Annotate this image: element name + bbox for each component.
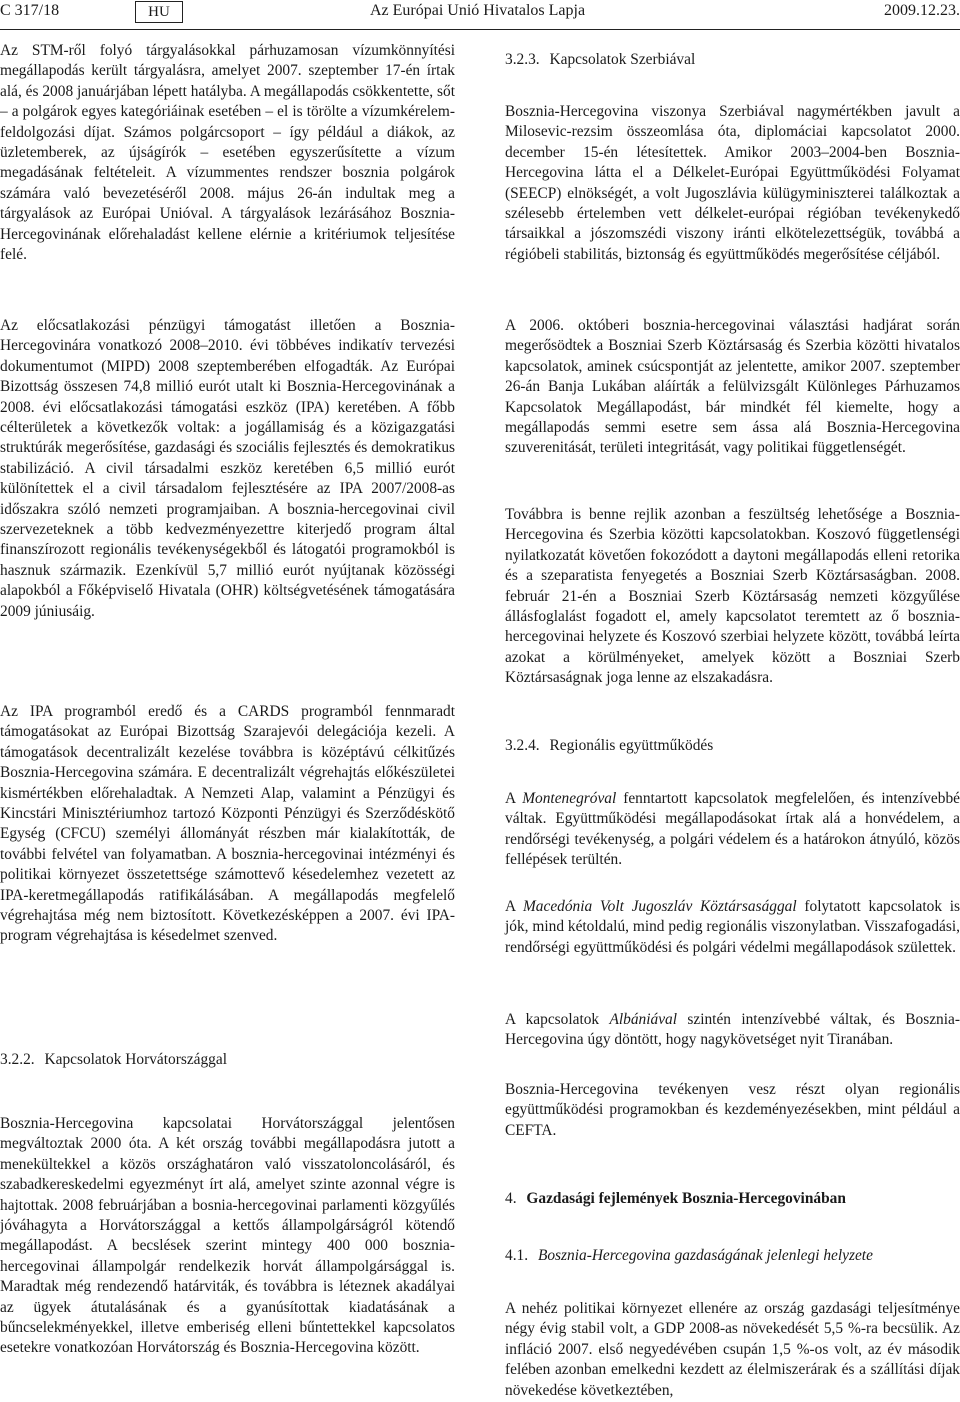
paragraph-ipa-management: Az IPA programból eredő és a CARDS programból fennmaradt támogatásokat az Európai Bizottság Szarajevói delegációja kezeli. A támogatások decentralizált kezelése továbbra is középtávú célkitűzés Bosznia-Hercegovina számára. E decentralizált végrehajtás előkészületei kismértékben előrehaladtak. A Nemzeti Alap, valamint a Pénzügyi és Kincstári Minisztériumhoz tartozó Központi Pénzügyi és Szerződéskötő Egység (CFCU) személyi állományát részben már kialakították, de további felvétel van folyamatban. A bosznia-hercegovinai intézményi és politikai környezet összetettsége számottevő késedelemhez vezetett az IPA-keretmegállapodás ratifikálásában. A megállapodás megfelelő végrehajtása még nem biztosított. Következésképpen a 2007. évi IPA-program végrehajtása is késedelmet szenved. [0, 703, 455, 945]
text-run: fenntartott kapcsolatok megfelelően, és intenzívebbé váltak. Együttműködési megállapodásokat írtak alá a honvédelem, a rendőrségi tevékenység, a polgári védelem és a határokon átnyúló, közös fellépések terültén. [505, 790, 960, 869]
paragraph-macedonia [505, 897, 960, 958]
section-title: Gazdasági fejlemények Bosznia-Hercegovinában [526, 1190, 846, 1207]
paragraph-montenegro [505, 789, 960, 871]
text-run: A [505, 790, 523, 807]
paragraph-serbia-relations: Bosznia-Hercegovina viszonya Szerbiával nagymértékben javult a Milosevic-rezsim összeomlása óta, diplomáciai kapcsolatot 2000. december 15-én létesítettek. Amikor 2003–2004-ben Bosznia-Hercegovina látta el a Délkelet-Európai Együttműködési Folyamat (SEECP) elnökségét, a volt Jugoszlávia külügyminiszterei találkoztak a szélesebb értelemben vett délkelet-európai régióban tevékenykedő társaikkal a jószomszédi viszony iránti elkötelezettségük, továbbá a régióbeli stabilitás, biztonság és együttműködés megerősítése céljából. [505, 103, 960, 263]
section-heading-4 [505, 1189, 846, 1209]
section-number: 3.2.4. [505, 737, 540, 754]
paragraph-pre-accession-funding: Az előcsatlakozási pénzügyi támogatást illetően a Bosznia-Hercegovinára vonatkozó 2008–2010. évi többéves indikatív tervezési dokumentumot (MIPD) 2008 szeptemberében elfogadták. Az Európai Bizottság összesen 74,8 millió eurót utalt ki Bosznia-Hercegovinának a 2008. évi előcsatlakozási támogatási eszköz (IPA) keretében. A főbb célterületek a következők voltak: a jogállamiság és a közigazgatási struktúrák megerősítése, gazdasági és szociális fejlesztés és demokratikus stabilizáció. A civil társadalmi eszköz keretében 6,5 millió eurót különítettek el a civil társadalom fejlesztésére az IPA 2007/2008-as időszakra szóló nemzeti programjaiban. A bosznia-hercegovinai civil szervezeteknek a több kedvezményezettre kiterjedő program által finanszírozott regionális tevékenységekből és látogatói programokból is hasznuk származik. Ezenkívül 5,7 millió eurót nyújtanak közösségi alapokból a Főképviselő Hivatala (OHR) költségvetésének támogatására 2009 júniusáig. [0, 317, 455, 620]
text-run: szintén intenzívebbé váltak, és Bosznia-Hercegovina úgy döntött, hogy nagykövetséget nyit Tiranában. [505, 1011, 960, 1049]
country-name-emphasis: Albániával [609, 1011, 678, 1028]
section-heading-3-2-4 [505, 736, 713, 756]
country-name-emphasis: Macedónia Volt Jugoszláv Köztársasággal [522, 898, 797, 915]
section-title: Kapcsolatok Horvátországgal [44, 1051, 227, 1068]
page-header [0, 0, 960, 30]
section-title: Regionális együttműködés [549, 737, 714, 754]
page-reference: C 317/18 [0, 2, 60, 19]
language-code-box: HU [135, 1, 183, 23]
country-name-emphasis: Montenegróval [522, 790, 617, 807]
section-heading-4-1 [505, 1246, 873, 1266]
paragraph-albania [505, 1010, 960, 1051]
section-number: 4. [505, 1190, 517, 1207]
text-run: A kapcsolatok [505, 1011, 610, 1028]
paragraph-visa-facilitation: Az STM-ről folyó tárgyalásokkal párhuzamosan vízumkönnyítési megállapodás került tárgyalásra, amelyet 2007. szeptember 17-én írtak alá, és 2008 januárjában lépett hatályba. A megállapodás csökkentette, sőt – a polgárok egyes kategóriáinak esetében – el is törölte a vízumkérelem-feldolgozási díjat. Számos polgárcsoport – így például a diákok, az üzletemberek, az újságírók – esetében egyszerűsítette a vízum megadásának feltételeit. A vízummentes rendszer bosznia polgárok számára való bevezetéséről 2008. május 26-án indultak meg a tárgyalások az Európai Unióval. A tárgyalások lezárásához Bosznia-Hercegovinának előrehaladást kellene elérnie a kritériumok teljesítése felé. [0, 42, 455, 264]
section-heading-3-2-3 [505, 50, 695, 70]
section-number: 3.2.3. [505, 51, 540, 68]
paragraph-regional-programs: Bosznia-Hercegovina tevékenyen vesz részt olyan regionális együttműködési programokban és kezdeményezésekben, mint például a CEFTA. [505, 1081, 960, 1139]
text-run: A [505, 898, 523, 915]
section-title: Kapcsolatok Szerbiával [549, 51, 696, 68]
paragraph-croatia-relations: Bosznia-Hercegovina kapcsolatai Horvátországgal jelentősen megváltoztak 2000 óta. A két ország további megállapodásra jutott a menekültekkel a közös országhatáron való visszatoloncolásáról, és szabadkereskedelmi egyezményt írt alá, amelyet szinte azonnal végre is hajtottak. 2008 februárjában a bosnia-hercegovinai parlamenti közgyűlés jóváhagyta a Horvátországgal a kettős állampolgárságról kötendő megállapodást. A becslések szerint mintegy 400 000 bosznia-hercegovinai állampolgár rendelkezik horvát állampolgársággal is. Maradtak még rendezendő határviták, és továbbra is léteznek akadályai az ügyek átutalásának és a gyanúsítottak kiadatásának a bűncselekményekkel, illetve emberiség elleni bűntettekkel kapcsolatos esetekre vonatkozóan Horvátország és Bosznia-Hercegovina között. [0, 1115, 455, 1357]
paragraph-economic-performance: A nehéz politikai környezet ellenére az ország gazdasági teljesítménye négy évig stabil volt, a GDP 2008-as növekedését 5,5 %-ra becsülik. Az infláció 2007. első negyedévében csupán 1,5 %-os volt, az év második felében azonban emelkedni kezdett az élelmiszerárak és a szállítási díjak növekedése következtében, [505, 1300, 960, 1399]
header-divider [0, 29, 960, 30]
section-number: 4.1. [505, 1247, 529, 1264]
section-heading-3-2-2 [0, 1050, 227, 1070]
text-run: folytatott kapcsolatok is jók, mind kétoldalú, mind pedig regionális viszonylatban. Visszafogadási, rendőrségi együttműködési és polgári védelmi megállapodások születtek. [505, 898, 960, 956]
publication-date: 2009.12.23. [884, 2, 960, 19]
section-title: Bosznia-Hercegovina gazdaságának jelenlegi helyzete [537, 1247, 873, 1264]
journal-title: Az Európai Unió Hivatalos Lapja [370, 2, 586, 19]
paragraph-serbia-2006-campaign: A 2006. októberi bosznia-hercegovinai választási hadjárat során megerősödtek a Boszniai Szerb Köztársaság és Szerbia közötti hivatalos kapcsolatok, aminek csúcspontját az jelentette, amikor 2007. szeptember 26-án Banja Lukában aláírták a felülvizsgált Különleges Párhuzamos Kapcsolatok Megállapodást, bár mindkét fél kiemelte, hogy a megállapodás semmi esetre sem ássa alá Bosznia-Hercegovina szuverenitását, területi integritását, vagy politikai függetlenségét. [505, 317, 960, 457]
section-number: 3.2.2. [0, 1051, 35, 1068]
paragraph-tension-potential: Továbbra is benne rejlik azonban a feszültség lehetősége a Bosznia-Hercegovina és Szerbia közötti kapcsolatokban. Koszovó függetlenségi nyilatkozatát követően fokozódott a daytoni megállapodás elleni retorika és a szeparatista fenyegetés a Boszniai Szerb Köztársaságban. 2008. február 21-én a Boszniai Szerb Köztársaság nemzeti közgyűlése állásfoglalást fogadott el, amely kapcsolatot teremtett az ő bosznia-hercegovinai helyzete és Koszovó szerbiai helyzete között, továbbá leírta azokat a körülményeket, amelyek között a Boszniai Szerb Köztársaságnak joga lenne az elszakadásra. [505, 506, 960, 687]
